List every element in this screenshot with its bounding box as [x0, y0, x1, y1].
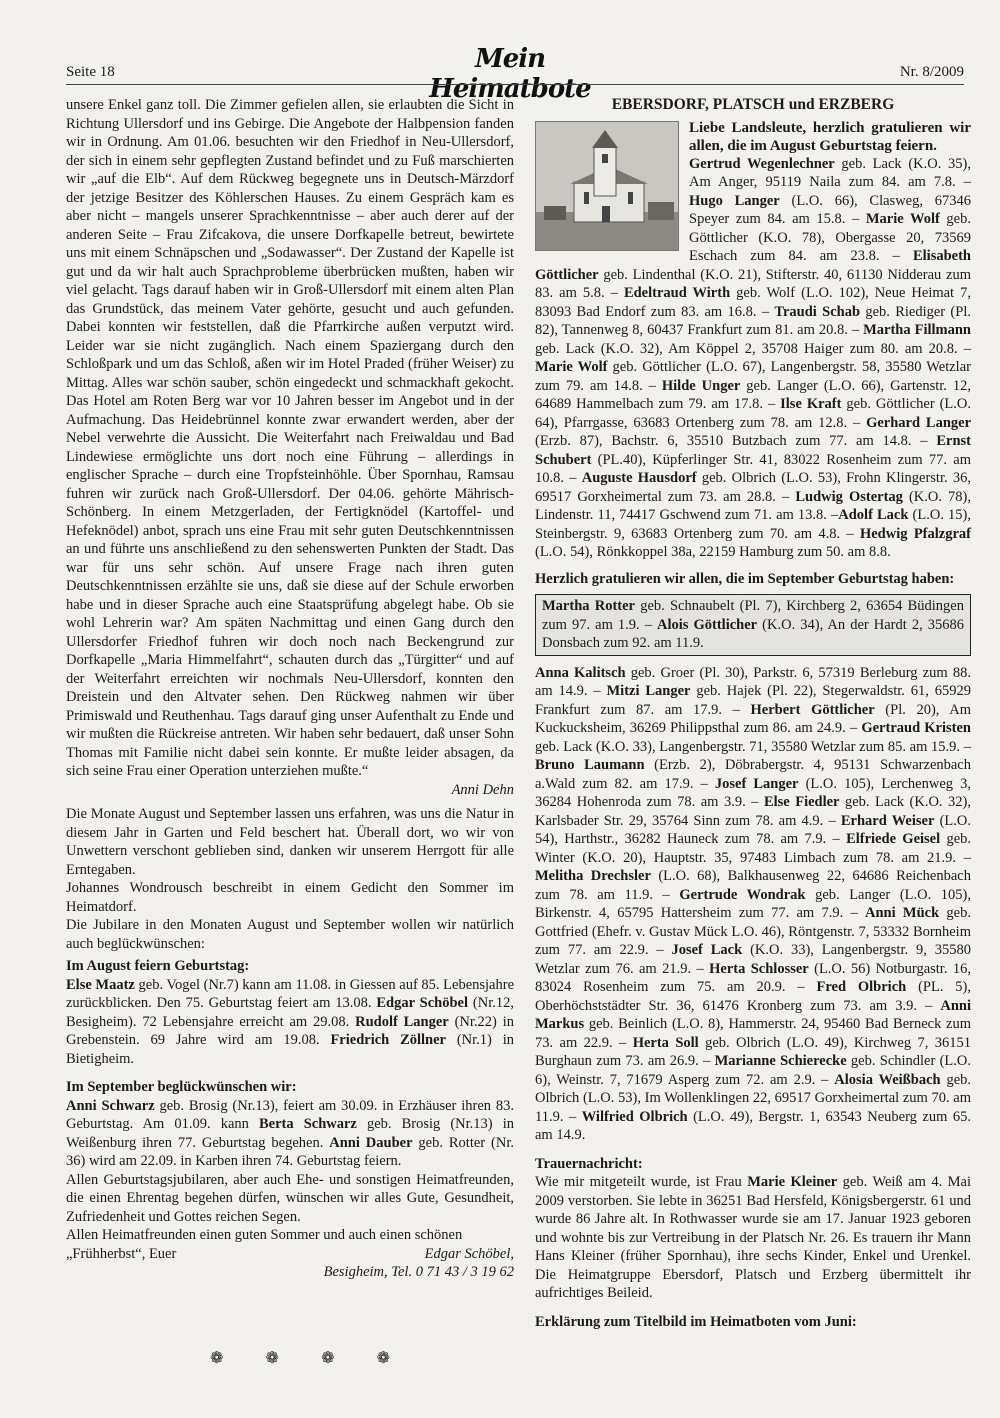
person-details: geb. Winter (K.O. 20), Hauptstr. 35, 97483 Limbach zum 78. am 21.9. – [535, 831, 972, 866]
person-details: (Pl. 20), Am Kuckucksheim, 36269 Philippsthal zum 86. am 24.9. – [535, 701, 971, 736]
person-details: (L.O. 68), Balkhausenweg 22, 64686 Reichenbach zum 78. am 11.9. – [535, 868, 971, 903]
masthead-logo: Mein Heimatbote [429, 44, 591, 104]
person-details: geb. Lack (K.O. 32), Karlsbader Str. 29, 35764 Sinn zum 78. am 4.9. – [535, 794, 971, 829]
person-name: Elisabeth Göttlicher [535, 248, 971, 283]
person-name: Traudi Schab [774, 303, 861, 320]
person-name: Adolf Lack [838, 507, 909, 523]
person-details: geb. Riediger (Pl. 82), Tannenweg 8, 60437 Frankfurt zum 81. am 20.8. – [535, 303, 971, 338]
flower-icon: ❁ [376, 1350, 390, 1367]
person-details: (L.O. 15), Steinbergstr. 9, 63683 Ortenberg zum 70. am 4.8. – [535, 507, 971, 542]
person-details: geb. Groer (Pl. 30), Parkstr. 6, 57319 Berleburg zum 88. am 14.9. – [535, 664, 971, 699]
person-name: Bruno Laumann [535, 757, 645, 773]
person-details: (PL.40), Küpferlinger Str. 41, 83022 Rosenheim zum 77. am 10.8. – [535, 451, 971, 486]
person-name: Gertrude Wondrak [679, 886, 806, 903]
august-heading: Im August feiern Geburtstag: [66, 958, 250, 974]
person-details: (Erzb. 2), Döbrabergstr. 4, 95131 Schwarzenbach a.Wald zum 82. am 17.9. – [535, 757, 971, 792]
person-details: geb. Schnaubelt (Pl. 7), Kirchberg 2, 63654 Büdingen zum 97. am 1.9. – [542, 598, 964, 633]
wishes-paragraph: Allen Geburtstagsjubilaren, aber auch Ehe- und sonstigen Heimatfreunden, die einen Ehrentag begehen dürfen, wünschen wir alles Gute, Gesundheit, Zufriedenheit und Gottes reichen Segen. [66, 1171, 514, 1225]
left-column [66, 96, 514, 1282]
person-details: geb. Beinlich (L.O. 8), Hammerstr. 24, 95460 Bad Berneck zum 73. am 22.9. – [535, 1016, 971, 1051]
person-details: geb. Olbrich (L.O. 49), Kirchweg 7, 36151 Burghaun zum 73. am 26.9. – [535, 1034, 971, 1069]
person-name: Hilde Unger [661, 377, 741, 394]
section-title: EBERSDORF, PLATSCH und ERZBERG [611, 96, 895, 113]
person-details: geb. Göttlicher (K.O. 78), Obergasse 20, 73569 Eschach zum 84. am 23.8. – [689, 211, 971, 264]
ornament-row [210, 1348, 390, 1368]
person-name: Ernst Schubert [535, 433, 971, 468]
person-name: Alois Göttlicher [657, 616, 758, 633]
person-details: geb. Gottfried (Ehefr. v. Gustav Mück L.O. 46), Röntgenstr. 7, 53332 Bornheim zum 77. am 22.9. – [535, 905, 971, 958]
person-details: (K.O. 78), Lindenstr. 11, 74417 Gschwend zum 71. am 13.8. – [535, 488, 972, 523]
highlight-box [535, 594, 971, 656]
person-details: geb. Hajek (Pl. 22), Stegerwaldstr. 61, 65929 Frankfurt zum 87. am 17.9. – [535, 683, 971, 718]
flower-icon: ❁ [265, 1350, 279, 1367]
person-details: (K.O. 34), An der Hardt 2, 35686 Donsbach zum 92. am 11.9. [542, 616, 964, 651]
person-name: Gertrud Wegenlechner [689, 155, 835, 172]
mourning-heading: Trauernachricht: [535, 1155, 643, 1172]
person-name: Erhard Weiser [840, 812, 935, 829]
summer-greeting: Allen Heimatfreunden einen guten Sommer und auch einen schönen [66, 1227, 463, 1243]
september-heading-right: Herzlich gratulieren wir allen, die im September Geburtstag haben: [535, 570, 955, 587]
person-name: Auguste Hausdorf [581, 470, 697, 486]
person-name: Mitzi Langer [606, 683, 691, 699]
person-details: (L.O. 105), Lerchenweg 3, 36284 Hohenroda zum 78. am 3.9. – [535, 775, 971, 810]
person-name: Wilfried Olbrich [581, 1108, 688, 1125]
person-name: Martha Rotter [542, 598, 635, 614]
person-name: Gerhard Langer [866, 414, 972, 431]
person-name: Marie Wolf [535, 359, 608, 375]
person-name: Josef Langer [714, 775, 799, 792]
flower-icon: ❁ [210, 1350, 224, 1367]
person-name: Melitha Drechsler [535, 868, 651, 884]
person-details: (PL. 5), Oberhöchststädter Str. 36, 61476 Kronberg zum 73. am 3.9. – [535, 979, 971, 1014]
person-details: geb. Langer (L.O. 105), Birkenstr. 4, 65795 Hattersheim zum 77. am 7.9. – [535, 886, 972, 921]
person-details: geb. Olbrich (L.O. 53), Frohn Klingerstr. 36, 69517 Gorxheimertal zum 73. am 28.8. – [535, 470, 971, 505]
jubilare-intro: Die Jubilare in den Monaten August und September wollen wir natürlich auch beglückwünschen: [66, 917, 514, 952]
person-name: Josef Lack [671, 942, 743, 958]
person-details: geb. Göttlicher (L.O. 64), Pfarrgasse, 63683 Ortenberg zum 78. am 12.8. – [535, 396, 972, 431]
person-name: Gertraud Kristen [861, 720, 971, 736]
right-column [535, 96, 971, 1331]
closing-line: „Frühherbst“, Euer Edgar Schöbel, [66, 1245, 514, 1262]
poem-note: Johannes Wondrousch beschreibt in einem Gedicht den Sommer im Heimatdorf. [66, 880, 514, 915]
season-paragraph: Die Monate August und September lassen uns erfahren, was uns die Natur in diesem Jahr in Garten und Feld beschert hat. Überall dort, wo wir von Unwettern verschont geblieben sind, danken wir unserem Herrgott für alle Erntegaben. [66, 806, 514, 878]
person-details: (Erzb. 87), Bachstr. 6, 35510 Butzbach zum 77. am 14.8. – [535, 433, 937, 449]
closing-contact: Besigheim, Tel. 0 71 43 / 3 19 62 [323, 1264, 514, 1280]
person-name: Anni Mück [865, 905, 940, 921]
person-details: geb. Wolf (L.O. 102), Neue Heimat 7, 83093 Bad Endorf zum 83. am 16.8. – [535, 285, 971, 320]
travel-report: unsere Enkel ganz toll. Die Zimmer gefielen allen, sie erlaubten die Sicht in Richtung Ullersdorf und ins Gebirge. Die Angebote der Halbpension fanden wir in Ordnung. Am 01.06. besuchten wir den Friedhof in Neu-Ullersdorf, der sich in einem sehr gepflegten Zustand befindet und zu Fuß marschierten wir „auf die Elb“. Auf dem Rückweg begegnete uns in Deutsch-Märzdorf der jetzige Besitzer des Köhlerschen Hauses. Zu einem Gespräch kam es aber nicht – mangels unserer Sprachkenntnisse – aber auch derer auf der anderen Seite – Frau Zifcakova, die unsere Dorfkapelle betreut, bewirtete uns mit einem Schnäpschen und „Sodawasser“. Der Zustand der Kapelle ist gut und da wir halt auch Sprachprobleme überbrücken mußten, haben wir viel gelacht. Tags darauf haben wir in Groß-Ullersdorf mit einem alten Plan das Grundstück, das meinem Vater gehörte, gesucht und auch gefunden. Dabei konnten wir feststellen, daß die Pfarrkirche außen verputzt wird. Leider war sie nicht zugänglich. Nach einem Spaziergang durch den Schloßpark und um das Schloß, aßen wir im Hotel Praded (früher Weiser) zu Mittag. Alles war schön sauber, schön eingedeckt und schmackhaft gekocht. Das Hotel am Roten Berg war vor 10 Jahren besser im Angebot und in der Aufmachung. Das Heidebrünnel konnte zwar erwandert werden, aber der Nebel verwehrte die Aussicht. Die Weiterfahrt nach Freiwaldau und Bad Lindewiese ermöglichte uns dort noch eine Führung – allerdings in englischer Sprache – durch eine Tropfsteinhöhle. Über Spornhau, Ramsau fuhren wir zurück nach Groß-Ullersdorf. Der 04.06. gehörte Mährisch-Schönberg. In einem Metzgerladen, der Fertigknödel (Kartoffel- und Hefeknödel) anbot, sprach uns eine Frau mit sehr guten Deutschkenntnissen an und führte uns anschließend zu den sehenswerten Punkten der Stadt. Das war für uns sehr schön. Auf unsere Frage nach ihren guten Deutschkenntnissen erzählte sie uns, daß sie diese auf der Schule erworben habe und in dieser Sprache auch eine Staatsprüfung abgelegt habe. Ob sie wohl Lehrerin war? Am späten Nachmittag und einen Gang durch den Ullersdorfer Friedhof fuhren wir doch noch nach Beckengrund zur Dorfkapelle „Maria Himmelfahrt“, schauten durch das „Türgitter“ und auf der Weiterfahrt erreichten wir nochmals Neu-Ullersdorf, konnten den Dreistein und den Altvater sehen. Den Rückweg nahmen wir über Primiswald und Reuthenhau. Tags darauf ging unser Aufenthalt zu Ende und wir mußten die Rückreise antreten. Wir haben sehr bedauert, daß unser Sohn Thomas mit Familie nicht dabei sein konnte. Er mußte leider absagen, da sich seine Frau einer Operation unterziehen mußte.“ [66, 97, 514, 779]
person-name: Marie Wolf [865, 211, 940, 227]
person-name: Fred Olbrich [816, 979, 907, 995]
cover-explanation-heading: Erklärung zum Titelbild im Heimatboten vom Juni: [535, 1313, 857, 1330]
person-name: Else Fiedler [763, 794, 840, 810]
person-details: geb. Lack (K.O. 33), Langenbergstr. 71, 35580 Wetzlar zum 85. am 15.9. – [535, 738, 971, 755]
person-name: Edeltraud Wirth [623, 285, 731, 301]
mourning-text: Wie mir mitgeteilt wurde, ist Frau Marie Kleiner geb. Weiß am 4. Mai 2009 verstorben. Sie lebte in 36251 Bad Hersfeld, Königsbergerstr. 61 und wurde 86 Jahre alt. In Rothwasser wurde sie am 17. Januar 1923 geboren und wohnte bis zur Vertreibung in der Platsch Nr. 26. Es trauern ihr Mann Hans Kleiner (früher Spornhau), ihre sechs Kinder, Enkel und Urenkel. Die Heimatgruppe Ebersdorf, Platsch und Erzberg übermittelt ihr aufrichtiges Beileid. [535, 1174, 972, 1301]
page-number: Seite 18 [66, 64, 115, 80]
person-details: geb. Lack (K.O. 35), Am Anger, 95119 Naila zum 84. am 7.8. – [689, 155, 971, 190]
header-rule [66, 84, 964, 85]
person-details: geb. Schindler (L.O. 6), Weinstr. 7, 71679 Asperg zum 72. am 2.9. – [535, 1053, 971, 1088]
person-details: geb. Göttlicher (L.O. 67), Langenbergstr. 58, 35580 Wetzlar zum 79. am 14.8. – [535, 359, 971, 394]
person-details: geb. Olbrich (L.O. 53), Im Wollenklingen 22, 69517 Gorxheimertal zum 70. am 11.9. – [535, 1071, 972, 1125]
greeting-intro: Liebe Landsleute, herzlich gratulieren wir allen, die im August Geburtstag feiern. [689, 119, 971, 154]
person-name: Herbert Göttlicher [750, 701, 875, 718]
person-details: (L.O. 54), Harthstr., 36282 Hauneck zum 78. am 7.9. – [535, 812, 971, 847]
person-details: geb. Lack (K.O. 32), Am Köppel 2, 35708 Haiger zum 80. am 20.8. – [535, 340, 971, 357]
church-photo [535, 121, 679, 251]
person-name: Anni Markus [535, 997, 971, 1032]
flower-icon: ❁ [321, 1350, 335, 1367]
person-name: Hedwig Pfalzgraf [859, 525, 971, 542]
person-name: Martha Fillmann [863, 322, 971, 338]
person-name: Herta Soll [632, 1034, 699, 1051]
person-details: (L.O. 54), Rönkkoppel 38a, 22159 Hamburg zum 50. am 8.8. [535, 544, 891, 560]
person-details: (L.O. 66), Clasweg, 67346 Speyer zum 84. am 15.8. – [689, 192, 972, 227]
person-name: Hugo Langer [689, 192, 780, 209]
person-details: (L.O. 56) Notburgastr. 16, 83024 Rosenheim zum 75. am 20.9. – [535, 960, 971, 995]
person-name: Herta Schlosser [709, 960, 809, 977]
person-details: (L.O. 49), Bergstr. 1, 63543 Neuberg zum 65. am 14.9. [535, 1108, 971, 1143]
september-list [535, 664, 971, 1145]
september-birthdays: Anni Schwarz geb. Brosig (Nr.13), feiert am 30.09. in Erzhäuser ihren 83. Geburtstag. Am 01.09. kann Berta Schwarz geb. Brosig (Nr.13) in Weißenburg ihren 77. Geburtstag begehen. Anni Dauber geb. Rotter (Nr. 36) wird am 22.09. in Karben ihren 74. Geburtstag feiern. [66, 1097, 514, 1169]
person-name: Ludwig Ostertag [795, 488, 903, 505]
person-name: Ilse Kraft [780, 396, 842, 412]
author-signature: Anni Dehn [451, 781, 514, 798]
person-details: (K.O. 33), Langenbergstr. 9, 35580 Wetzlar zum 76. am 21.9. – [535, 942, 971, 977]
person-name: Anna Kalitsch [535, 664, 626, 681]
issue-number: Nr. 8/2009 [899, 64, 964, 80]
person-name: Alosia Weißbach [834, 1071, 941, 1088]
august-birthdays: Else Maatz geb. Vogel (Nr.7) kann am 11.08. in Giessen auf 85. Lebensjahre zurückblicken. Den 75. Geburtstag feiert am 13.08. Edgar Schöbel (Nr.12, Besigheim). 72 Lebensjahre erreicht am 29.08. Rudolf Langer (Nr.22) in Grebenstein. 69 Jahre wird am 19.08. Friedrich Zöllner (Nr.1) in Bietigheim. [66, 976, 515, 1067]
person-name: Marianne Schierecke [714, 1053, 847, 1069]
person-details: geb. Langer (L.O. 66), Gartenstr. 12, 64689 Hammelbach zum 79. am 17.8. – [535, 377, 971, 412]
person-details: geb. Lindenthal (K.O. 21), Stifterstr. 40, 61130 Nidderau zum 83. am 5.8. – [535, 266, 971, 301]
person-name: Elfriede Geisel [846, 831, 941, 847]
september-heading: Im September beglückwünschen wir: [66, 1079, 297, 1095]
